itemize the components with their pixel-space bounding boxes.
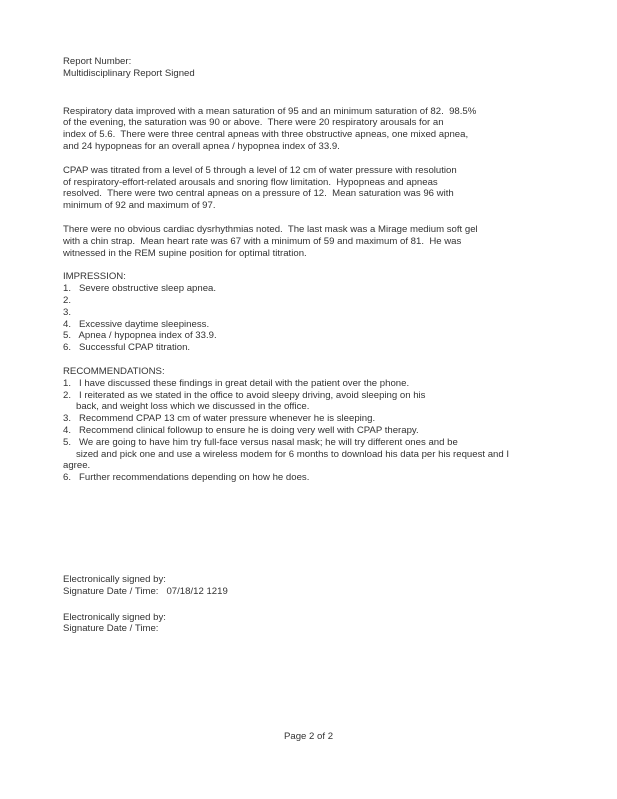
paragraph-line: resolved. There were two central apneas on a pressure of 12. Mean saturation was 96 with	[63, 188, 454, 200]
paragraph-line: witnessed in the REM supine position for optimal titration.	[63, 247, 307, 259]
signature-date-time: Signature Date / Time:	[63, 623, 159, 635]
recommendation-item: 4. Recommend clinical followup to ensure he is doing very well with CPAP therapy.	[63, 424, 419, 436]
recommendation-item: 1. I have discussed these findings in great detail with the patient over the phone.	[63, 377, 410, 389]
signature-block-1	[63, 574, 577, 598]
impression-item: 5. Apnea / hypopnea index of 33.9.	[63, 330, 217, 342]
recommendation-item-continued: back, and weight loss which we discussed in the office.	[76, 401, 310, 413]
signature-block-2	[63, 612, 577, 636]
recommendation-item: 5. We are going to have him try full-face versus nasal mask; he will try different ones and be	[63, 436, 458, 448]
page-number: Page 2 of 2	[283, 731, 334, 742]
impression-item: 3.	[63, 306, 72, 318]
paragraph-line: index of 5.6. There were three central apneas with three obstructive apneas, one mixed apnea,	[63, 129, 469, 141]
recommendations-heading: RECOMMENDATIONS:	[63, 365, 165, 377]
paragraph-line: minimum of 92 and maximum of 97.	[63, 200, 216, 212]
cardiac-paragraph	[63, 224, 577, 259]
paragraph-line: CPAP was titrated from a level of 5 through a level of 12 cm of water pressure with resolution	[63, 164, 457, 176]
report-type: Multidisciplinary Report Signed	[63, 67, 195, 79]
recommendations-section	[63, 366, 577, 484]
paragraph-line: and 24 hypopneas for an overall apnea / hypopnea index of 33.9.	[63, 140, 340, 152]
impression-item: 6. Successful CPAP titration.	[63, 342, 191, 354]
impression-item: 4. Excessive daytime sleepiness.	[63, 318, 210, 330]
paragraph-line: of the evening, the saturation was 90 or above. There were 20 respiratory arousals for an	[63, 117, 444, 129]
cpap-paragraph	[63, 165, 577, 212]
impression-item: 2.	[63, 294, 72, 306]
recommendation-item: 2. I reiterated as we stated in the office to avoid sleepy driving, avoid sleeping on his	[63, 389, 426, 401]
recommendation-item-continued: agree.	[63, 460, 91, 472]
paragraph-line: There were no obvious cardiac dysrhythmias noted. The last mask was a Mirage medium soft gel	[63, 223, 478, 235]
electronically-signed-label: Electronically signed by:	[63, 573, 166, 585]
paragraph-line: with a chin strap. Mean heart rate was 67 with a minimum of 59 and maximum of 81. He was	[63, 235, 462, 247]
report-number-label: Report Number:	[63, 56, 132, 67]
recommendation-item: 6. Further recommendations depending on how he does.	[63, 472, 310, 484]
impression-item: 1. Severe obstructive sleep apnea.	[63, 283, 217, 295]
paragraph-line: Respiratory data improved with a mean saturation of 95 and an minimum saturation of 82. 98.5%	[63, 105, 477, 117]
paragraph-line: of respiratory-effort-related arousals and snoring flow limitation. Hypopneas and apneas	[63, 176, 438, 188]
impression-section	[63, 271, 577, 354]
recommendation-item-continued: sized and pick one and use a wireless modem for 6 months to download his data per his request and I	[76, 448, 510, 460]
electronically-signed-label: Electronically signed by:	[63, 611, 166, 623]
respiratory-paragraph	[63, 106, 577, 153]
impression-heading: IMPRESSION:	[63, 271, 126, 283]
report-header	[63, 56, 577, 80]
signature-date-time: Signature Date / Time: 07/18/12 1219	[63, 585, 228, 597]
recommendation-item: 3. Recommend CPAP 13 cm of water pressure whenever he is sleeping.	[63, 413, 376, 425]
